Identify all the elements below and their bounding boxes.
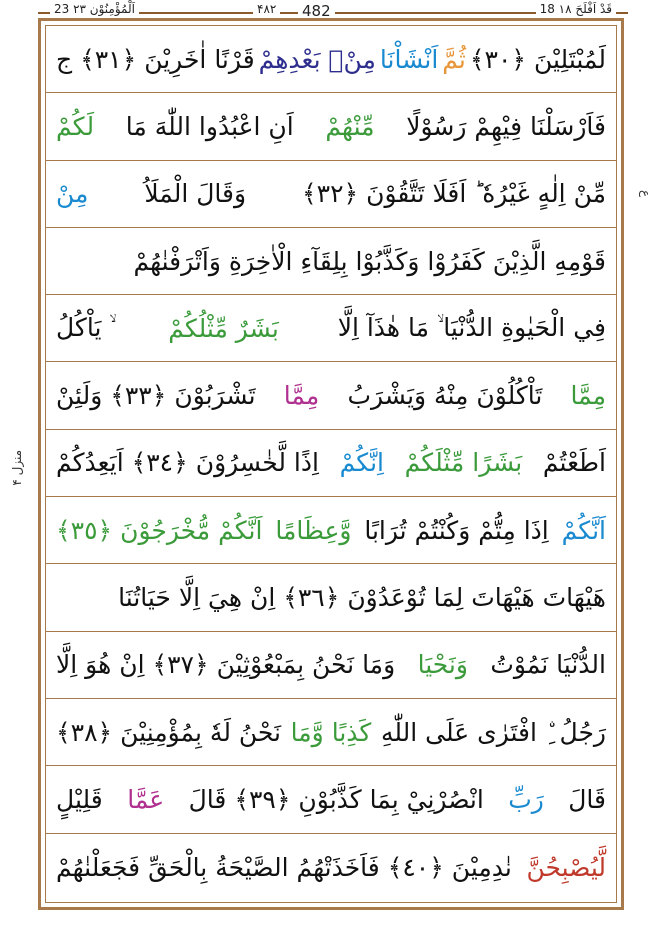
page-number-arabic: ۴۸۲ [253, 2, 280, 16]
verse-segment: مِمَّا [283, 381, 320, 411]
verse-segment: اِذَا مِتُّمْ وَكُنْتُمْ تُرَابًا [364, 515, 549, 545]
verse-segment: وَنَحْيَا [417, 650, 468, 680]
verse-segment: اَطَعْتُمْ [542, 448, 606, 478]
verse-line [46, 26, 616, 93]
verse-segment: لَّيُصْبِحُنَّ [526, 852, 606, 882]
verse-line [46, 430, 616, 497]
ruku-marker: ع [639, 190, 653, 198]
verse-line [46, 766, 616, 833]
verse-segment: اِذًا لَّخٰسِرُوْنَ ﴿٣٤﴾ اَيَعِدُكُمْ [56, 448, 319, 478]
verse-segment: الدُّنْيَا نَمُوْتُ [490, 650, 606, 680]
verse-segment: مِمَّا [570, 381, 606, 411]
verse-segment: وَقَالَ الْمَلَاُ [144, 179, 247, 209]
verse-segment: اَنَّكُمْ مُّخْرَجُوْنَ ﴿٣٥﴾ [56, 515, 263, 545]
verse-segment: تَاْكُلُوْنَ مِنْهُ وَيَشْرَبُ [347, 381, 543, 411]
verse-segment: مِّنْ اِلٰهٍ غَيْرُهٗ ؕ اَفَلَا تَتَّقُوْنَ ﴿٣٢﴾ [302, 179, 606, 209]
verse-line [46, 161, 616, 228]
verse-line [46, 362, 616, 429]
verse-segment: وَّعِظَامًا [275, 515, 352, 545]
verse-segment: هَيْهَاتَ هَيْهَاتَ لِمَا تُوْعَدُوْنَ ﴿٣٦﴾ اِنْ هِيَ اِلَّا حَيَاتُنَا [118, 583, 606, 613]
verse-segment: قَلِيْلٍ [56, 784, 103, 814]
manzil-marker: منزل ۴ [10, 450, 24, 486]
verse-segment: بَشَرٌ مِّثْلُكُمْ [168, 313, 279, 343]
verse-line [46, 497, 616, 564]
verse-segment: رَبِّ [508, 784, 544, 814]
verse-segment: انْصُرْنِيْ بِمَا كَذَّبُوْنِ ﴿٣٩﴾ قَالَ [188, 784, 484, 814]
verse-line [46, 93, 616, 160]
verse-segment: فَاَرْسَلْنَا فِيْهِمْ رَسُوْلًا [406, 111, 606, 141]
verse-segment: لَكُمْ [56, 111, 95, 141]
verse-line [46, 699, 616, 766]
verse-segment: نَحْنُ لَهٗ بِمُؤْمِنِيْنَ ﴿٣٨﴾ [56, 717, 282, 747]
verse-segment: اَنِ اعْبُدُوا اللّٰهَ مَا [125, 111, 294, 141]
verse-segment: قَوْمِهِ الَّذِيْنَ كَفَرُوْا وَكَذَّبُوْا بِلِقَآءِ الْاٰخِرَةِ وَاَتْرَفْنٰهُمْ [133, 246, 606, 276]
verse-segment: اَنَّكُمْ [561, 515, 606, 545]
surah-name: 23 اَلْمُؤْمِنُوْن ۲۳ [50, 2, 139, 16]
verse-segment: لَمُبْتَلِيْنَ ﴿٣٠﴾ [469, 44, 606, 74]
page-frame [38, 18, 624, 910]
verse-segment: بَشَرًا مِّثْلَكُمْ [404, 448, 523, 478]
verse-line [46, 834, 616, 901]
verse-line [46, 564, 616, 631]
verse-segment: رَجُلُ ِۨ افْتَرٰى عَلَى اللّٰهِ [380, 717, 606, 747]
verse-segment: نٰدِمِيْنَ ﴿٤٠﴾ فَاَخَذَتْهُمُ الصَّيْحَةُ بِالْحَقِّ فَجَعَلْنٰهُمْ [56, 852, 512, 882]
verse-segment: اَنْشَاْنَا [379, 44, 439, 74]
juz-name: 18 قَدْ اَفْلَحَ ۱۸ [536, 2, 616, 16]
verse-lines [45, 25, 617, 903]
verse-segment: ۙ يَاْكُلُ [56, 313, 110, 343]
verse-segment: مِنْ [56, 179, 89, 209]
verse-segment: اِنَّكُمْ [339, 448, 384, 478]
verse-segment: ثُمَّ [442, 44, 466, 74]
verse-segment: كَذِبًا وَّمَا [290, 717, 372, 747]
verse-segment: وَمَا نَحْنُ بِمَبْعُوْثِيْنَ ﴿٣٧﴾ اِنْ هُوَ اِلَّا [56, 650, 396, 680]
verse-segment: قَرْنًا اٰخَرِيْنَ ﴿٣١﴾ ج [56, 44, 255, 74]
verse-segment: فِي الْحَيٰوةِ الدُّنْيَا ۙ مَا هٰذَآ اِلَّا [337, 313, 606, 343]
verse-segment: قَالَ [568, 784, 606, 814]
verse-segment: مِنْۢ بَعْدِهِمْ [258, 44, 376, 74]
verse-segment: تَشْرَبُوْنَ ﴿٣٣﴾ وَلَئِنْ [56, 381, 256, 411]
verse-line [46, 632, 616, 699]
verse-segment: عَمَّا [127, 784, 165, 814]
page-number: 482 [298, 2, 335, 20]
verse-segment: مِّنْهُمْ [325, 111, 375, 141]
verse-line [46, 295, 616, 362]
verse-line [46, 228, 616, 295]
